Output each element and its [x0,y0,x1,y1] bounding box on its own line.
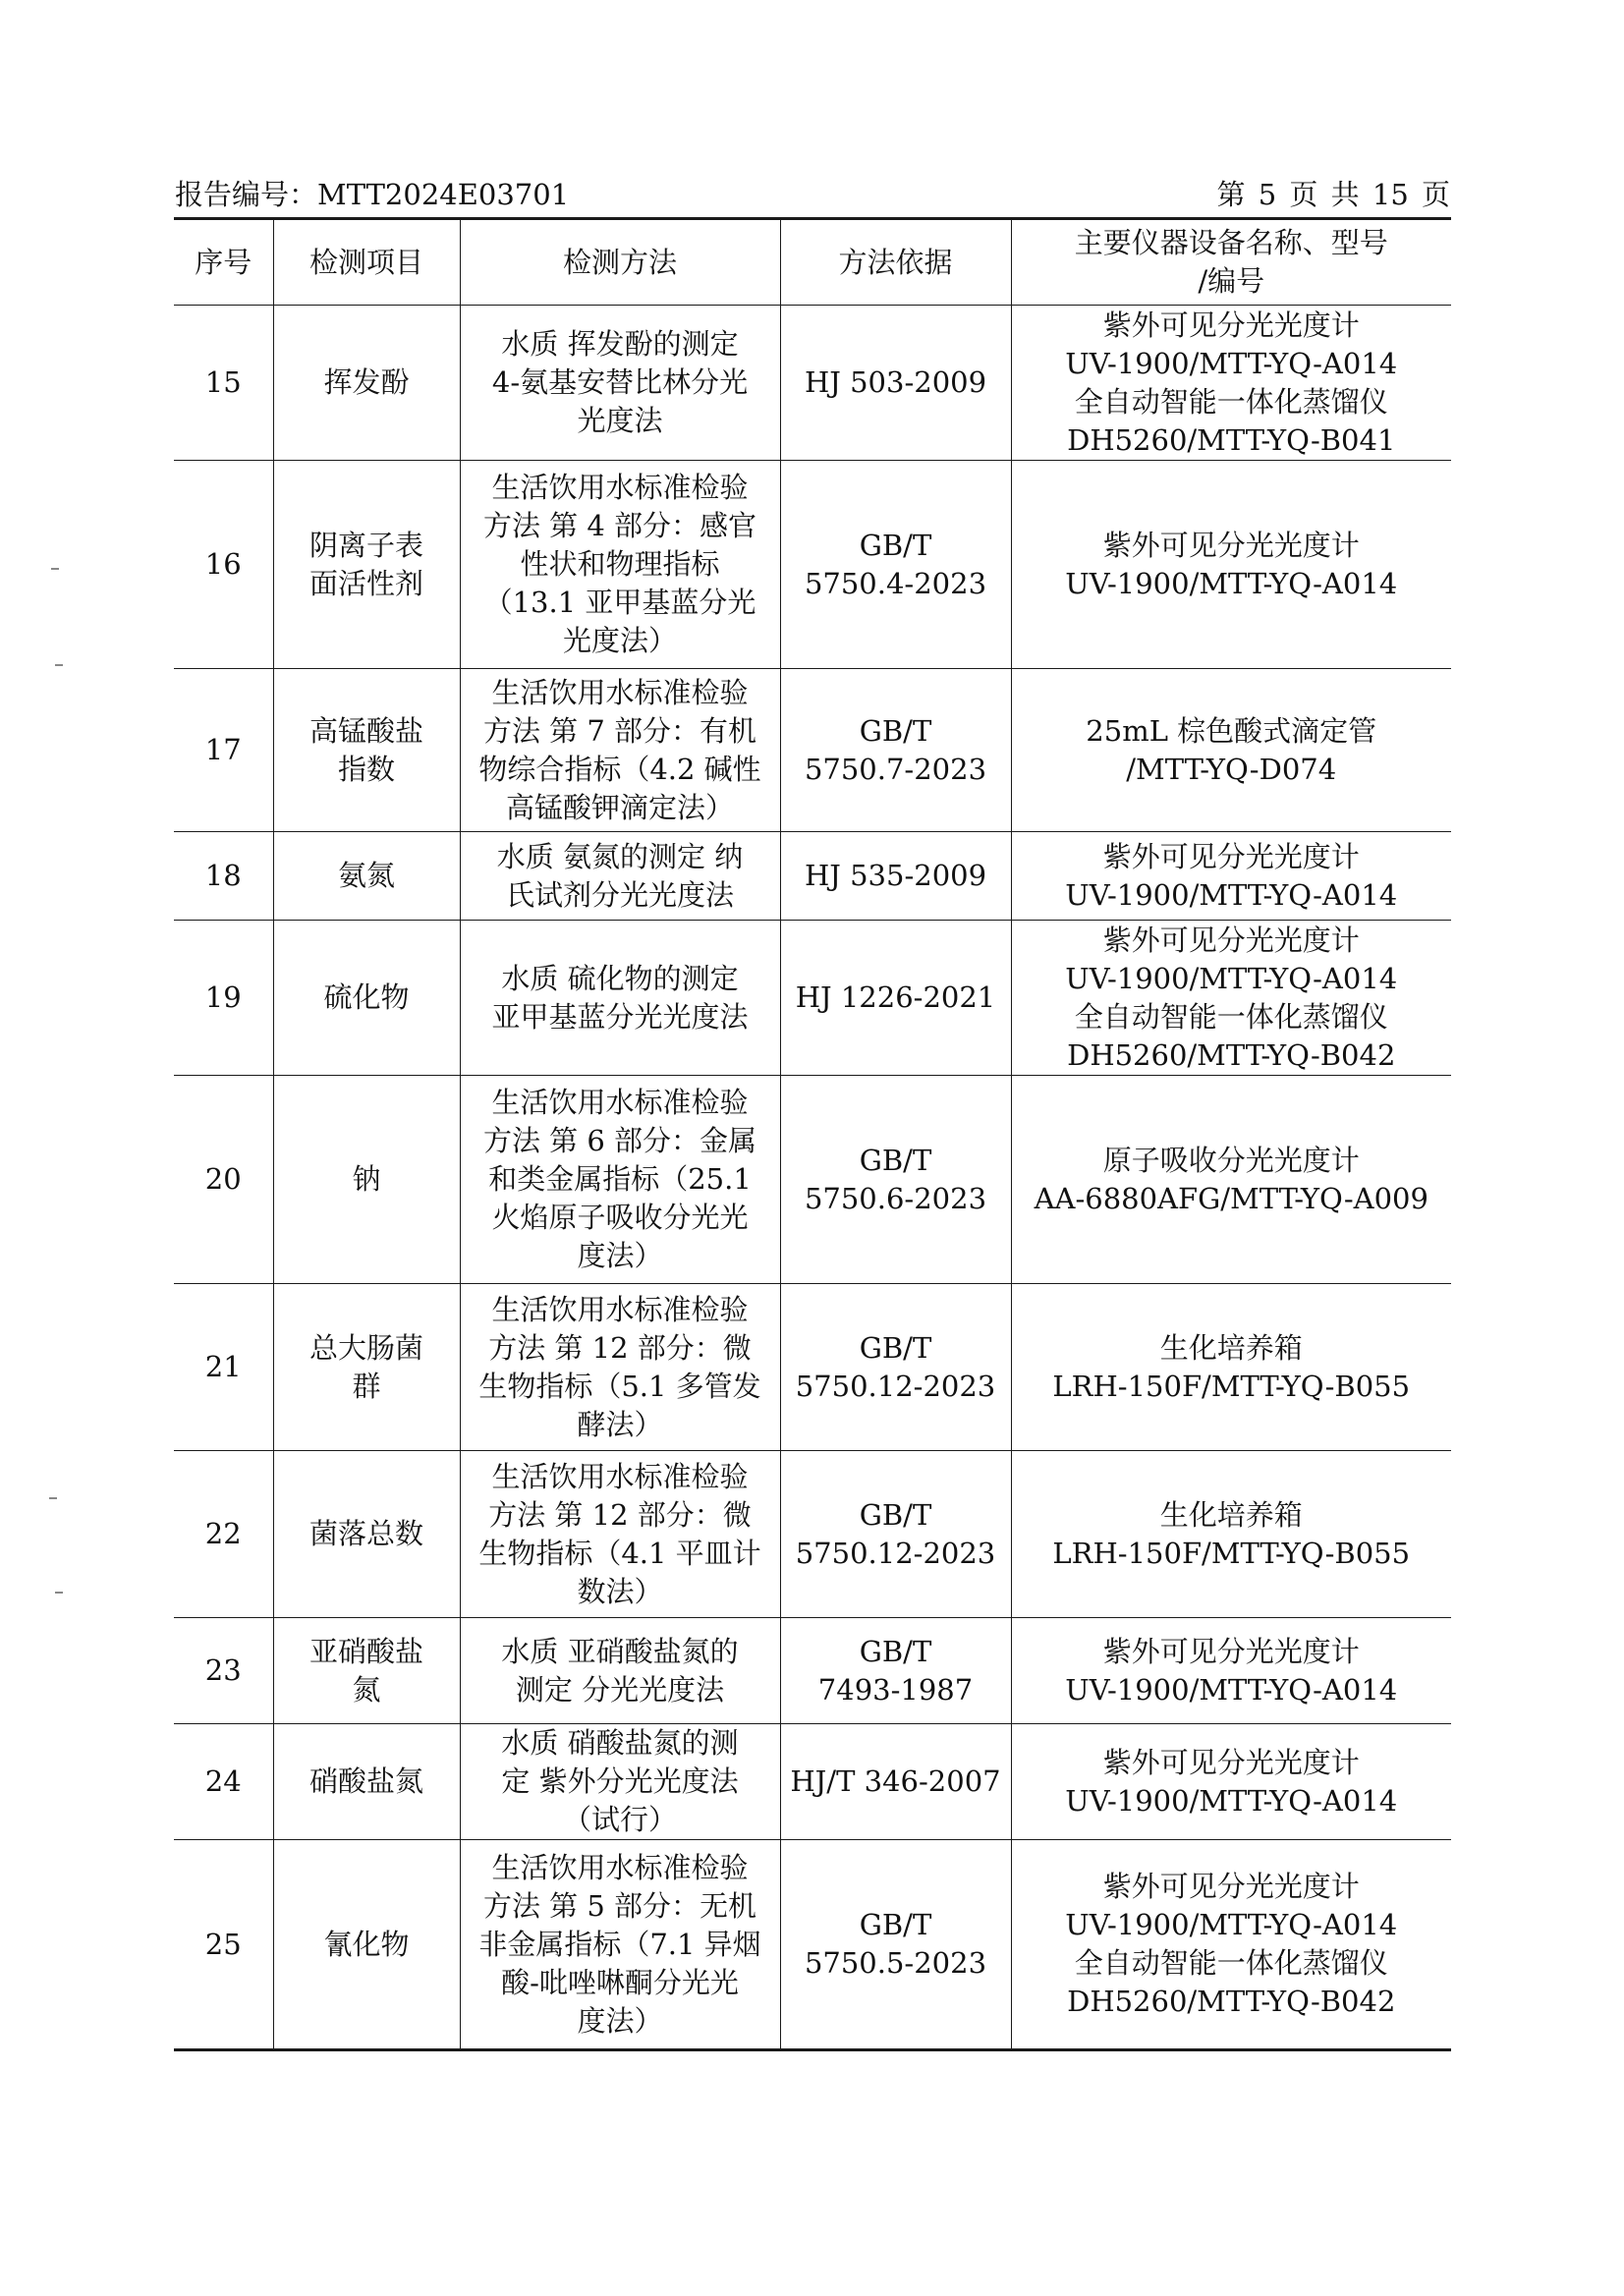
cell-no: 19 [174,921,273,1076]
cell-method: 生活饮用水标准检验 方法 第 7 部分：有机 物综合指标（4.2 碱性 高锰酸钾滴定法） [460,669,780,832]
page-info: 第 5 页 共 15 页 [1216,178,1450,211]
cell-equipment: 紫外可见分光光度计 UV-1900/MTT-YQ-A014 全自动智能一体化蒸馏仪 DH5260/MTT-YQ-B042 [1011,1840,1451,2050]
cell-item: 硫化物 [273,921,460,1076]
table-row [174,832,1451,921]
report-number: 报告编号：MTT2024E03701 [175,178,570,211]
header-basis: 方法依据 [780,219,1011,306]
table-row [174,921,1451,1076]
cell-basis: HJ/T 346-2007 [780,1724,1011,1840]
scan-mark [55,1592,63,1594]
cell-item: 钠 [273,1076,460,1284]
cell-item: 总大肠菌 群 [273,1284,460,1451]
cell-no: 15 [174,306,273,461]
cell-equipment: 紫外可见分光光度计 UV-1900/MTT-YQ-A014 [1011,461,1451,669]
cell-no: 21 [174,1284,273,1451]
scan-mark [51,568,59,570]
cell-basis: GB/T 5750.7-2023 [780,669,1011,832]
table-row [174,461,1451,669]
cell-no: 22 [174,1451,273,1618]
cell-basis: GB/T 5750.6-2023 [780,1076,1011,1284]
cell-method: 生活饮用水标准检验 方法 第 4 部分：感官 性状和物理指标 （13.1 亚甲基蓝分光 光度法） [460,461,780,669]
cell-method: 生活饮用水标准检验 方法 第 5 部分：无机 非金属指标（7.1 异烟 酸-吡唑啉酮分光光 度法） [460,1840,780,2050]
cell-equipment: 紫外可见分光光度计 UV-1900/MTT-YQ-A014 [1011,832,1451,921]
scan-mark [55,664,63,666]
cell-item: 挥发酚 [273,306,460,461]
cell-basis: GB/T 5750.4-2023 [780,461,1011,669]
table-header-row [174,219,1451,306]
cell-basis: HJ 1226-2021 [780,921,1011,1076]
cell-method: 生活饮用水标准检验 方法 第 12 部分：微 生物指标（4.1 平皿计 数法） [460,1451,780,1618]
cell-item: 高锰酸盐 指数 [273,669,460,832]
header-no: 序号 [174,219,273,306]
cell-basis: GB/T 5750.12-2023 [780,1284,1011,1451]
cell-no: 17 [174,669,273,832]
table-row [174,1618,1451,1724]
cell-basis: HJ 503-2009 [780,306,1011,461]
cell-equipment: 生化培养箱 LRH-150F/MTT-YQ-B055 [1011,1284,1451,1451]
cell-basis: GB/T 5750.5-2023 [780,1840,1011,2050]
cell-no: 25 [174,1840,273,2050]
header-equipment: 主要仪器设备名称、型号 /编号 [1011,219,1451,306]
scan-mark [49,1497,57,1499]
cell-item: 阴离子表 面活性剂 [273,461,460,669]
cell-equipment: 原子吸收分光光度计 AA-6880AFG/MTT-YQ-A009 [1011,1076,1451,1284]
cell-no: 16 [174,461,273,669]
cell-item: 菌落总数 [273,1451,460,1618]
cell-method: 水质 硝酸盐氮的测 定 紫外分光光度法 （试行） [460,1724,780,1840]
cell-method: 生活饮用水标准检验 方法 第 6 部分：金属 和类金属指标（25.1 火焰原子吸收分光光 度法） [460,1076,780,1284]
table-row [174,669,1451,832]
cell-no: 20 [174,1076,273,1284]
cell-basis: GB/T 7493-1987 [780,1618,1011,1724]
cell-equipment: 生化培养箱 LRH-150F/MTT-YQ-B055 [1011,1451,1451,1618]
table-body [174,306,1451,2050]
header-method: 检测方法 [460,219,780,306]
table-row [174,1724,1451,1840]
table-row [174,1076,1451,1284]
cell-item: 硝酸盐氮 [273,1724,460,1840]
cell-equipment: 紫外可见分光光度计 UV-1900/MTT-YQ-A014 [1011,1618,1451,1724]
cell-equipment: 25mL 棕色酸式滴定管 /MTT-YQ-D074 [1011,669,1451,832]
table-row [174,1840,1451,2050]
cell-no: 24 [174,1724,273,1840]
cell-equipment: 紫外可见分光光度计 UV-1900/MTT-YQ-A014 全自动智能一体化蒸馏仪 DH5260/MTT-YQ-B041 [1011,306,1451,461]
cell-item: 亚硝酸盐 氮 [273,1618,460,1724]
report-header [175,175,1450,214]
cell-equipment: 紫外可见分光光度计 UV-1900/MTT-YQ-A014 [1011,1724,1451,1840]
table-row [174,1451,1451,1618]
test-items-table [174,217,1451,2051]
cell-basis: HJ 535-2009 [780,832,1011,921]
cell-method: 水质 挥发酚的测定 4-氨基安替比林分光 光度法 [460,306,780,461]
cell-no: 23 [174,1618,273,1724]
cell-equipment: 紫外可见分光光度计 UV-1900/MTT-YQ-A014 全自动智能一体化蒸馏仪 DH5260/MTT-YQ-B042 [1011,921,1451,1076]
header-item: 检测项目 [273,219,460,306]
cell-method: 水质 亚硝酸盐氮的 测定 分光光度法 [460,1618,780,1724]
cell-basis: GB/T 5750.12-2023 [780,1451,1011,1618]
cell-method: 水质 氨氮的测定 纳 氏试剂分光光度法 [460,832,780,921]
cell-method: 生活饮用水标准检验 方法 第 12 部分：微 生物指标（5.1 多管发 酵法） [460,1284,780,1451]
cell-item: 氰化物 [273,1840,460,2050]
cell-item: 氨氮 [273,832,460,921]
table-row [174,306,1451,461]
cell-method: 水质 硫化物的测定 亚甲基蓝分光光度法 [460,921,780,1076]
table-row [174,1284,1451,1451]
cell-no: 18 [174,832,273,921]
